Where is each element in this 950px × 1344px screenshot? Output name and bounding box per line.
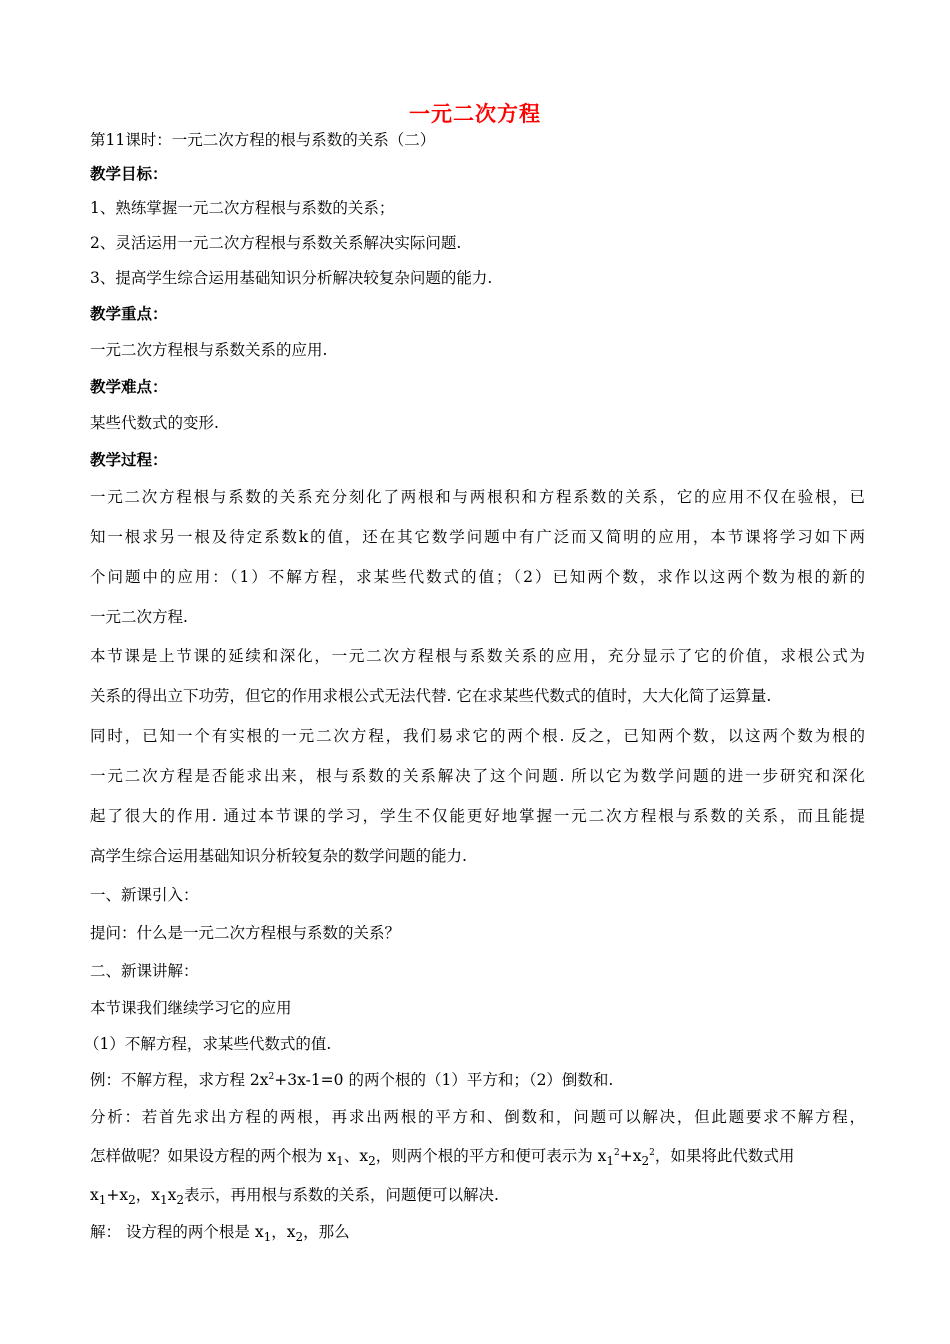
analysis-text: +x [619, 1147, 642, 1165]
process-paragraph-line: 高学生综合运用基础知识分析较复杂的数学问题的能力. [90, 847, 467, 865]
goal-item: 3、提高学生综合运用基础知识分析解决较复杂问题的能力. [90, 269, 493, 287]
difficulty-text: 某些代数式的变形. [90, 414, 219, 432]
analysis-line [90, 1185, 865, 1208]
section2-subheading: （1）不解方程，求某些代数式的值. [84, 1035, 332, 1053]
solution-text: ，那么 [303, 1223, 350, 1241]
section2-heading: 二、新课讲解： [90, 962, 199, 980]
analysis-text: 表示，再用根与系数的关系，问题便可以解决. [184, 1186, 499, 1204]
exponent: 2 [614, 1147, 620, 1158]
analysis-text: ，x [135, 1186, 161, 1204]
exponent: 2 [649, 1147, 655, 1158]
process-paragraph-line: 同时，已知一个有实根的一元二次方程，我们易求它的两个根. 反之，已知两个数，以这两个数为根的 [90, 727, 865, 745]
subscript: 2 [368, 1154, 376, 1169]
process-paragraph-line: 起了很大的作用. 通过本节课的学习，学生不仅能更好地掌握一元二次方程根与系数的关系，而且能提 [90, 807, 865, 825]
analysis-text: 怎样做呢？如果设方程的两个根为 x [90, 1147, 337, 1165]
solution-text: ，x [271, 1223, 296, 1241]
process-paragraph-line: 个问题中的应用：（1）不解方程，求某些代数式的值；（2）已知两个数，求作以这两个数为根的新的 [90, 568, 865, 586]
example-text-start: 例：不解方程，求方程 2x [90, 1071, 269, 1089]
process-paragraph-line: 一元二次方程. [90, 608, 188, 626]
subscript: 1 [263, 1230, 272, 1245]
analysis-text: ，如果将此代数式用 [654, 1147, 795, 1165]
document-title: 一元二次方程 [409, 102, 541, 126]
subscript: 1 [160, 1193, 168, 1208]
analysis-text: x [90, 1186, 99, 1204]
example-line [90, 1070, 865, 1090]
subscript: 1 [336, 1154, 344, 1169]
exponent: 2 [268, 1071, 275, 1082]
subscript: 1 [606, 1154, 615, 1169]
solution-line [90, 1222, 865, 1245]
goal-item: 2、灵活运用一元二次方程根与系数关系解决实际问题. [90, 234, 462, 252]
difficulty-heading: 教学难点： [90, 378, 168, 396]
analysis-text: +x [106, 1186, 129, 1204]
goals-heading: 教学目标： [90, 165, 168, 183]
analysis-text: x [167, 1186, 177, 1204]
focus-text: 一元二次方程根与系数关系的应用. [90, 341, 328, 359]
subscript: 2 [128, 1193, 136, 1208]
example-text-end: +3x-1=0 的两个根的（1）平方和；（2）倒数和. [274, 1071, 614, 1089]
solution-text: 解： 设方程的两个根是 x [90, 1223, 264, 1241]
subscript: 1 [98, 1193, 107, 1208]
process-paragraph-line: 本节课是上节课的延续和深化，一元二次方程根与系数关系的应用，充分显示了它的价值，求根公式为 [90, 647, 865, 665]
subscript: 2 [176, 1193, 185, 1208]
analysis-text: 、x [343, 1147, 369, 1165]
focus-heading: 教学重点： [90, 305, 168, 323]
process-paragraph-line: 关系的得出立下功劳，但它的作用求根公式无法代替. 它在求某些代数式的值时，大大化简了运算量. [90, 687, 772, 705]
process-paragraph-line: 知一根求另一根及待定系数k的值，还在其它数学问题中有广泛而又简明的应用，本节课将学习如下两 [90, 528, 865, 546]
analysis-text: ，则两个根的平方和便可表示为 x [375, 1147, 607, 1165]
lesson-subtitle: 第11课时：一元二次方程的根与系数的关系（二） [90, 131, 436, 149]
goal-item: 1、熟练掌握一元二次方程根与系数的关系； [90, 199, 395, 217]
analysis-line: 分析：若首先求出方程的两根，再求出两根的平方和、倒数和，问题可以解决，但此题要求不解方程， [90, 1108, 865, 1126]
process-paragraph-line: 一元二次方程是否能求出来，根与系数的关系解决了这个问题. 所以它为数学问题的进一步研究和深化 [90, 767, 865, 785]
section1-question: 提问：什么是一元二次方程根与系数的关系？ [90, 924, 401, 942]
subscript: 2 [641, 1154, 650, 1169]
process-paragraph-line: 一元二次方程根与系数的关系充分刻化了两根和与两根积和方程系数的关系，它的应用不仅在验根，已 [90, 488, 865, 506]
subscript: 2 [295, 1230, 304, 1245]
section1-heading: 一、新课引入： [90, 886, 199, 904]
section2-intro: 本节课我们继续学习它的应用 [90, 999, 292, 1017]
analysis-line [90, 1146, 865, 1169]
process-heading: 教学过程： [90, 451, 168, 469]
